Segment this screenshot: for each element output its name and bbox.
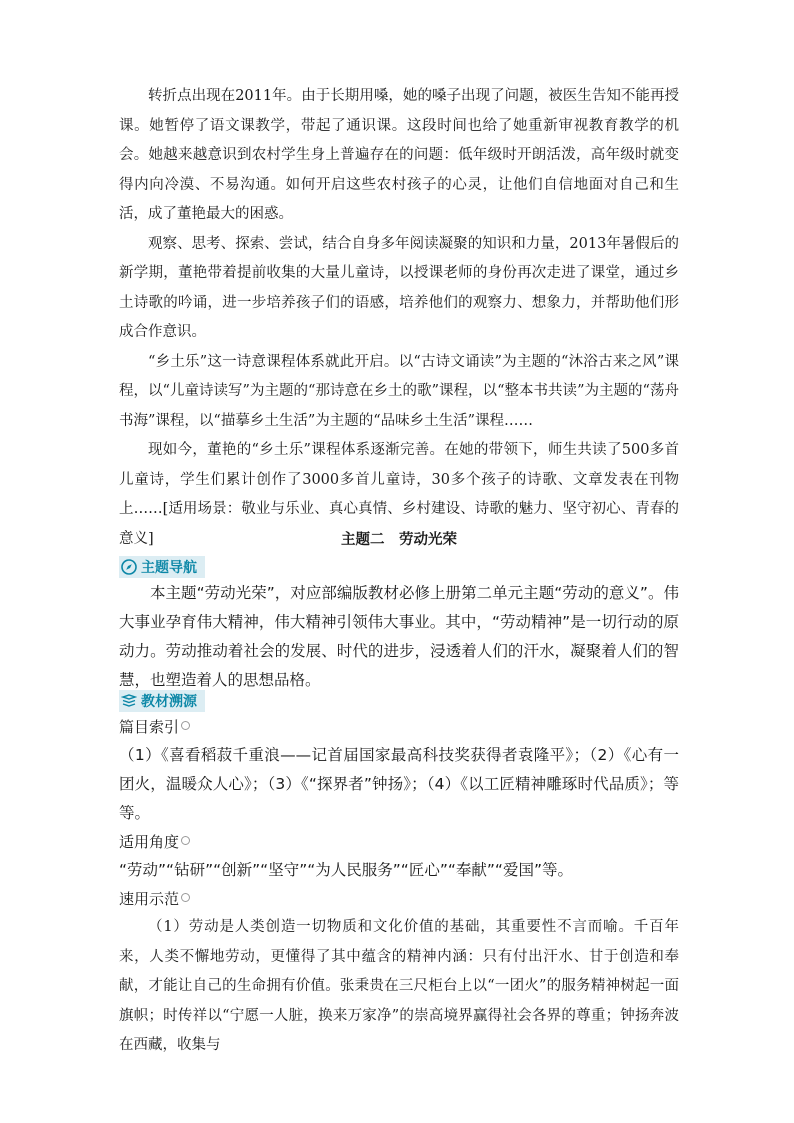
paragraph: “乡土乐”这一诗意课程体系就此开启。以“古诗文诵读”为主题的“沐浴古来之风”课程，以“儿童诗读写”为主题的“那诗意在乡土的歌”课程，以“整本书共读”为主题的“荡舟书海”课程，以“描摹乡土生活”为主题的“品味乡土生活”课程…… [119, 353, 679, 429]
compass-icon [121, 559, 137, 575]
angle-label-row [119, 828, 679, 856]
circle-bullet-icon [181, 721, 190, 730]
guide-badge-label: 主题导航 [141, 560, 197, 576]
index-text: （1）《喜看稻菽千重浪——记首届国家最高科技奖获得者袁隆平》；（2）《心有一团火，温暖众人心》；（3）《“探界者”钟扬》；（4）《以工匠精神雕琢时代品质》；等等。 [119, 746, 679, 822]
theme-title: 主题二 劳动光荣 [341, 532, 457, 548]
angle-label: 适用角度 [119, 833, 180, 851]
section-case-text [119, 82, 679, 554]
demo-label: 速用示范 [119, 890, 180, 908]
angle-text: “劳动”“钻研”“创新”“坚守”“为人民服务”“匠心”“奉献”“爱国”等。 [119, 861, 573, 879]
section-guide [119, 556, 679, 695]
paragraph: 现如今，董艳的“乡土乐”课程体系逐渐完善。在她的带领下，师生共读了500多首儿童诗，学生们累计创作了3000多首儿童诗，30多个孩子的诗歌、文章发表在刊物上……[适用场景：敬业与乐业、真心真情、乡村建设、诗歌的魅力、坚守初心、青春的意义] [119, 442, 679, 547]
source-badge-label: 教材溯源 [141, 694, 197, 710]
circle-bullet-icon [181, 836, 190, 845]
theme-heading-block [119, 528, 679, 552]
guide-badge [119, 556, 205, 578]
paragraph: 转折点出现在2011年。由于长期用嗓，她的嗓子出现了问题，被医生告知不能再授课。她暂停了语文课教学，带起了通识课。这段时间也给了她重新审视教育教学的机会。她越来越意识到农村学生身上普遍存在的问题：低年级时开朗活泼，高年级时就变得内向冷漠、不易沟通。如何开启这些农村孩子的心灵，让他们自信地面对自己和生活，成了董艳最大的困惑。 [119, 88, 679, 222]
guide-text: 本主题“劳动光荣”，对应部编版教材必修上册第二单元主题“劳动的意义”。伟大事业孕育伟大精神，伟大精神引领伟大事业。其中，“劳动精神”是一切行动的原动力。劳动推动着社会的发展、时代的进步，浸透着人们的汗水，凝聚着人们的智慧，也塑造着人的思想品格。 [119, 584, 679, 689]
circle-bullet-icon [181, 893, 190, 902]
source-badge [119, 690, 205, 712]
index-label-row [119, 713, 679, 741]
paragraph: 观察、思考、探索、尝试，结合自身多年阅读凝聚的知识和力量，2013年暑假后的新学期，董艳带着提前收集的大量儿童诗，以授课老师的身份再次走进了课堂，通过乡土诗歌的吟诵，进一步培养孩子们的语感，培养他们的观察力、想象力，并帮助他们形成合作意识。 [119, 235, 679, 340]
demo-label-row [119, 885, 679, 913]
section-source [119, 690, 679, 1061]
books-icon [121, 693, 137, 709]
demo-text: （1）劳动是人类创造一切物质和文化价值的基础，其重要性不言而喻。千百年来，人类不懈地劳动，更懂得了其中蕴含的精神内涵：只有付出汗水、甘于创造和奉献，才能让自己的生命拥有价值。张秉贵在三尺柜台上以“一团火”的服务精神树起一面旗帜；时传祥以“宁愿一人脏，换来万家净”的崇高境界赢得社会各界的尊重；钟扬奔波在西藏，收集与 [119, 919, 679, 1053]
index-label: 篇目索引 [119, 718, 180, 736]
